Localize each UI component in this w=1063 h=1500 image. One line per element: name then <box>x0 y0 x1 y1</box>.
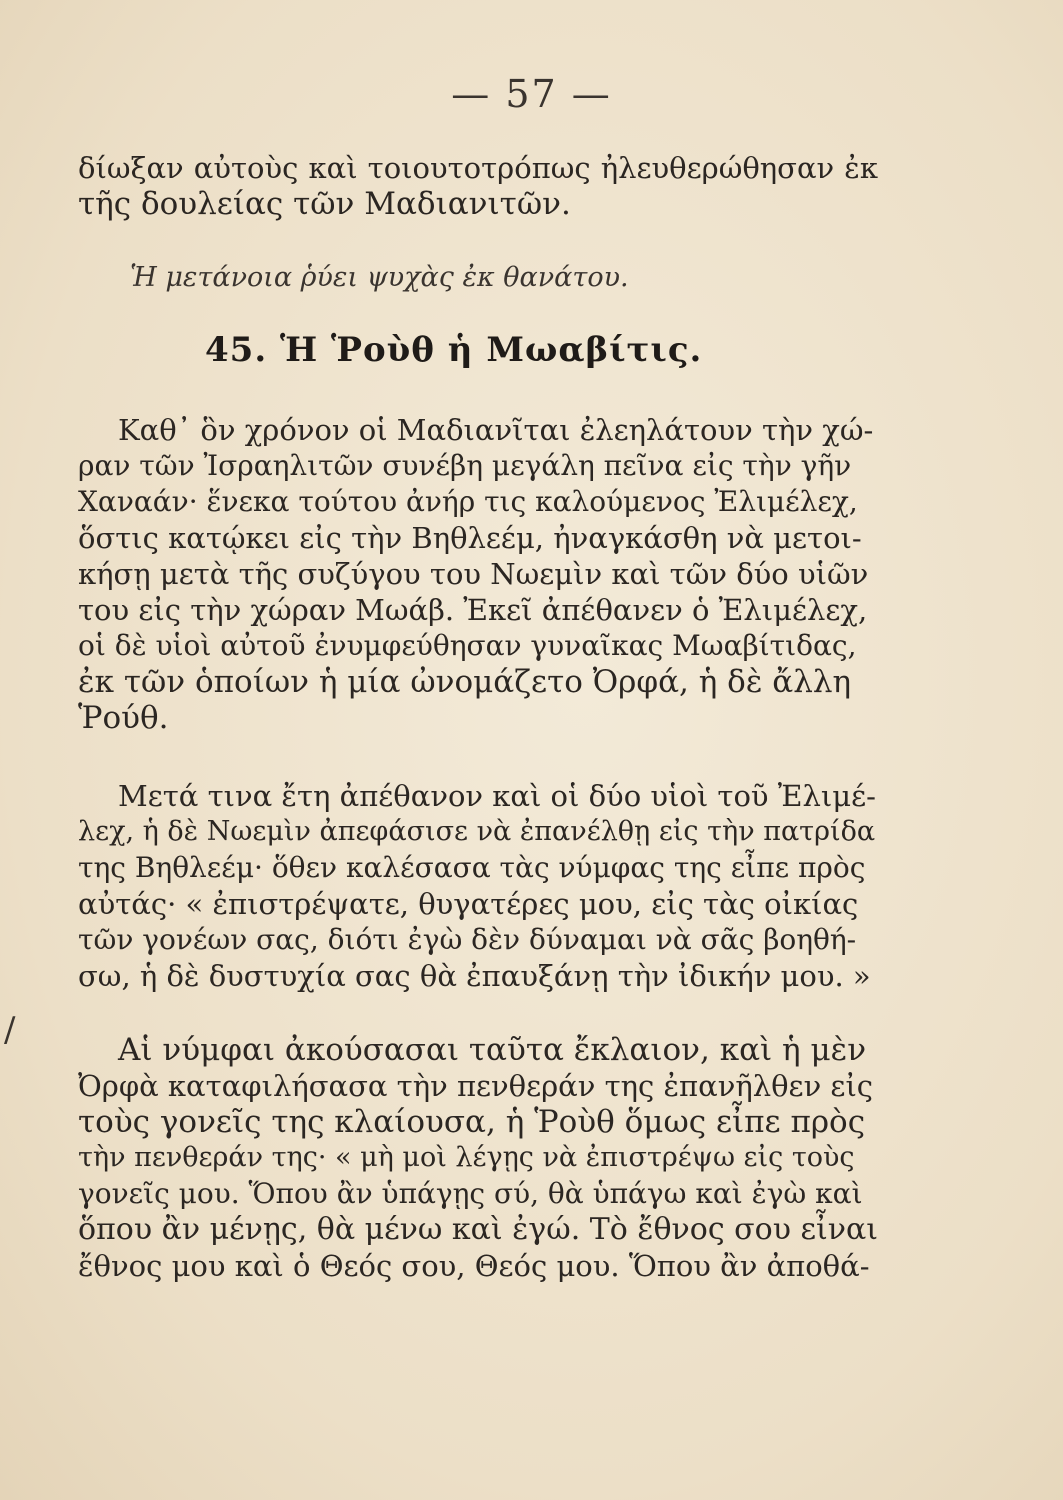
text-line: ἐκ τῶν ὁποίων ἡ μία ὠνομάζετο Ὀρφά, ἡ δὲ ἄλλη <box>78 664 852 700</box>
text-line: οἱ δὲ υἱοὶ αὐτοῦ ἐνυμφεύθησαν γυναῖκας Μωαβίτιδας, <box>78 629 857 662</box>
text-line: λεχ, ἡ δὲ Νωεμὶν ἀπεφάσισε νὰ ἐπανέλθῃ εἰς τὴν πατρίδα <box>78 816 876 847</box>
text-line: ὅστις κατῴκει εἰς τὴν Βηθλεέμ, ἠναγκάσθη νὰ μετοι- <box>78 521 862 555</box>
text-line: αὐτάς· « ἐπιστρέψατε, θυγατέρες μου, εἰς τὰς οἰκίας <box>78 887 859 921</box>
text-line: Ῥούθ. <box>78 700 169 736</box>
text-line: τῆς δουλείας τῶν Μαδιανιτῶν. <box>78 186 571 222</box>
text-line: του εἰς τὴν χώραν Μωάβ. Ἐκεῖ ἀπέθανεν ὁ Ἐλιμέλεχ, <box>78 593 868 627</box>
text-line: κήσῃ μετὰ τῆς συζύγου του Νωεμὶν καὶ τῶν δύο υἱῶν <box>78 557 869 591</box>
section-heading: 45. Ἡ Ῥοὺθ ἡ Μωαβίτις. <box>205 330 703 370</box>
paragraph-3 <box>78 1032 878 1284</box>
page-number: — 57 — <box>451 72 612 116</box>
text-line: της Βηθλεέμ· ὅθεν καλέσασα τὰς νύμφας της εἶπε πρὸς <box>78 851 866 884</box>
text-line: Μετά τινα ἔτη ἀπέθανον καὶ οἱ δύο υἱοὶ τοῦ Ἐλιμέ- <box>118 779 876 813</box>
text-line: γονεῖς μου. Ὅπου ἂν ὑπάγῃς σύ, θὰ ὑπάγω καὶ ἐγὼ καὶ <box>78 1177 863 1210</box>
text-line: ραν τῶν Ἰσραηλιτῶν συνέβη μεγάλη πεῖνα εἰς τὴν γῆν <box>78 449 852 482</box>
paragraph-2 <box>78 778 878 994</box>
intro-paragraph <box>78 150 878 222</box>
text-line: τοὺς γονεῖς της κλαίουσα, ἡ Ῥοὺθ ὅμως εἶπε πρὸς <box>78 1104 866 1140</box>
proverb: Ἡ μετάνοια ῥύει ψυχὰς ἐκ θανάτου. <box>130 262 629 293</box>
paragraph-1 <box>78 412 878 736</box>
text-line: Ὀρφὰ καταφιλήσασα τὴν πενθεράν της ἐπανῆλθεν εἰς <box>78 1069 874 1103</box>
text-line: Αἱ νύμφαι ἀκούσασαι ταῦτα ἔκλαιον, καὶ ἡ μὲν <box>118 1032 867 1068</box>
text-line: Καθ᾽ ὃν χρόνον οἱ Μαδιανῖται ἐλεηλάτουν τὴν χώ- <box>118 413 874 447</box>
text-line: τῶν γονέων σας, διότι ἐγὼ δὲν δύναμαι νὰ σᾶς βοηθή- <box>78 923 857 956</box>
text-line: τὴν πενθεράν της· « μὴ μοὶ λέγῃς νὰ ἐπιστρέψω εἰς τοὺς <box>78 1142 855 1173</box>
text-line: Χαναάν· ἕνεκα τούτου ἀνήρ τις καλούμενος Ἐλιμέλεχ, <box>78 485 858 518</box>
text-line: ὅπου ἂν μένῃς, θὰ μένω καὶ ἐγώ. Τὸ ἔθνος σου εἶναι <box>78 1212 879 1247</box>
margin-mark: / <box>4 1010 16 1050</box>
text-line: σω, ἡ δὲ δυστυχία σας θὰ ἐπαυξάνῃ τὴν ἰδικήν μου. » <box>78 959 871 993</box>
text-line: ἔθνος μου καὶ ὁ Θεός σου, Θεός μου. Ὅπου ἂν ἀποθά- <box>78 1249 870 1283</box>
text-line: δίωξαν αὐτοὺς καὶ τοιουτοτρόπως ἠλευθερώθησαν ἐκ <box>78 151 878 185</box>
